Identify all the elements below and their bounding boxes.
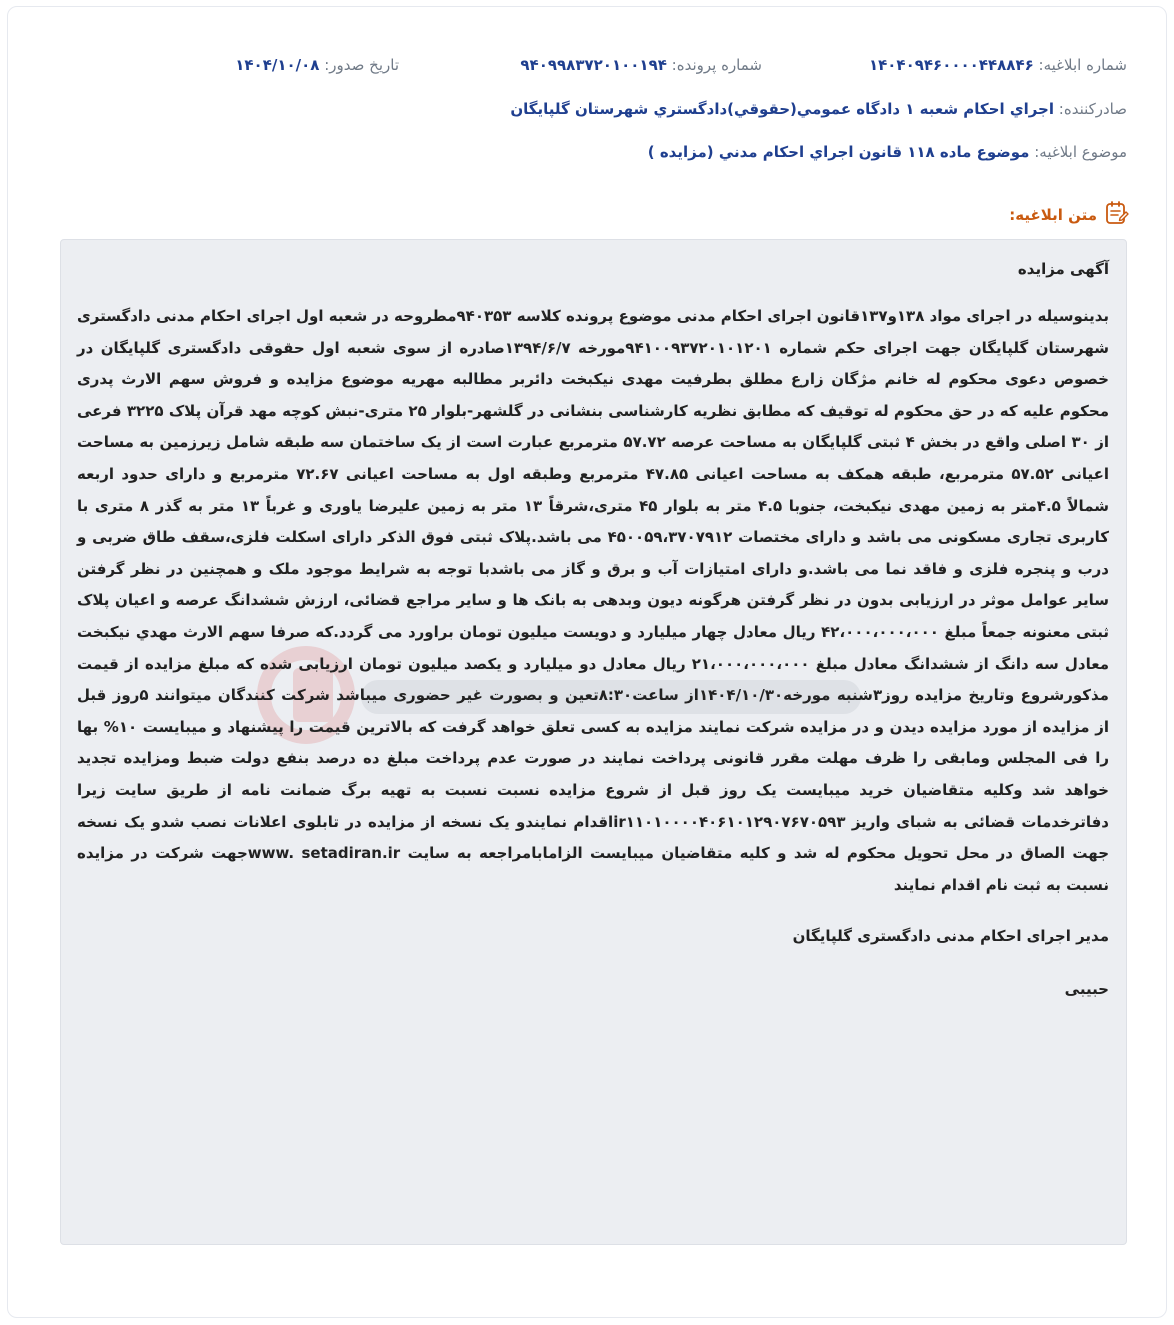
subject-label: موضوع ابلاغیه:	[1034, 143, 1127, 161]
file-number	[520, 56, 762, 74]
file-number-label: شماره پرونده:	[671, 56, 762, 74]
document-note-icon	[1103, 200, 1129, 230]
signature-title: مدیر اجرای احکام مدنی دادگستری گلپایگان	[792, 927, 1109, 945]
notice-meta-row	[47, 56, 1127, 82]
subject-line	[648, 143, 1127, 161]
notice-number-value: ۱۴۰۴۰۹۴۶۰۰۰۰۴۴۸۸۴۶	[868, 56, 1034, 74]
issue-date	[235, 56, 399, 74]
issuer-value: اجراي احکام شعبه ۱ دادگاه عمومي(حقوقي)دادگستري شهرستان گلپايگان	[510, 100, 1054, 118]
notice-number	[869, 56, 1127, 74]
notice-body-title-text: متن ابلاغیه:	[1009, 206, 1097, 224]
notice-body-title	[1009, 202, 1129, 228]
issuer-label: صادرکننده:	[1058, 100, 1127, 118]
notice-number-label: شماره ابلاغیه:	[1038, 56, 1127, 74]
signature-name: حبیبی	[1064, 980, 1109, 998]
notice-heading: آگهی مزایده	[1017, 260, 1109, 278]
notice-paragraph: بدینوسیله در اجرای مواد ۱۳۸و۱۳۷قانون اجرای احکام مدنی موضوع پرونده کلاسه ۹۴۰۳۵۳مطروحه در شعبه اول اجرای احکام مدنی دادگستری شهرستان گلپایگان جهت اجرای حکم شماره ۹۴۱۰۰۹۳۷۲۰۱۰۱۲۰۱مورخه ۱۳۹۴/۶/۷صادره از سوی شعبه اول حقوقی دادگستری گلپایگان در خصوص دعوی محکوم له خانم مژگان زارع مطلق بطرفیت مهدی نیکبخت دائربر مطالبه مهریه موضوع مزایده و فروش سهم الارث پدری محکوم علیه که در حق محکوم له توقیف که مطابق نظریه کارشناسی بنشانی در گلشهر-بلوار ۲۵ متری-نبش کوچه مهد قرآن پلاک ۳۲۲۵ فرعی از ۳۰ اصلی واقع در بخش ۴ ثبتی گلپایگان به مساحت عرصه ۵۷.۷۲ مترمربع عبارت است از یک ساختمان سه طبقه شامل زیرزمین به مساحت اعیانی ۵۷.۵۲ مترمربع، طبقه همکف به مساحت اعیانی ۴۷.۸۵ مترمربع وطبقه اول به مساحت اعیانی ۷۲.۶۷ مترمربع و دارای حدود اربعه شمالاً ۴.۵متر به زمین مهدی نیکبخت، جنوبا ۴.۵ متر به بلوار ۴۵ متری،شرقاً ۱۳ متر به زمین علیرضا یاوری و غرباً ۱۳ متر به گذر ۸ متری با کاربری تجاری مسکونی می باشد و دارای مختصات ۴۵۰۰۵۹،۳۷۰۷۹۱۲ می باشد.پلاک ثبتی فوق الذکر دارای اسکلت فلزی،سقف طاق ضربی و درب و پنجره فلزی و فاقد نما می باشد.و دارای امتیازات آب و برق و گاز می باشدبا توجه به شرایط موجود ملک و همچنین در نظر گرفتن سایر عوامل موثر در ارزیابی بدون در نظر گرفتن هرگونه دیون وبدهی به بانک ها و سایر مراجع قضائی، ارزش ششدانگ عرصه و اعیان پلاک ثبتی معنونه جمعاً مبلغ ۴۲،۰۰۰،۰۰۰،۰۰۰ ریال معادل چهار میلیارد و دویست میلیون تومان براورد می گردد.که صرفا سهم الارث مهدي نيكبخت معادل سه دانگ از ششدانگ معادل مبلغ ۲۱،۰۰۰،۰۰۰،۰۰۰ ریال معادل دو میلیارد و یکصد میلیون تومان ارزیابی شده که مبلغ مزایده از قیمت مذکورشروع وتاریخ مزایده روز۳شنبه مورخه۱۴۰۴/۱۰/۳۰از ساعت۸:۳۰تعین و بصورت غیر حضوری میباشد شرکت کنندگان میتوانند ۵روز قبل از مزایده از مورد مزایده دیدن و در مزایده شرکت نمایند مزایده به کسی تعلق خواهد گرفت که بالاترین قیمت را پیشنهاد و میبایست ۱۰% بها را فی المجلس ومابقی را ظرف مهلت مقرر قانونی پرداخت نمایند در صورت عدم پرداخت مبلغ ده درصد بنفع دولت ضبط ومزایده تجدید خواهد شد وکلیه متقاضیان خرید میبایست یک روز قبل از شروع مزایده نسبت نسبت به تهیه برگ ضمانت نامه از طریق سایت زیرا دفاترخدمات قضائی به شبای واریز ir۱۱۰۱۰۰۰۰۴۰۶۱۰۱۲۹۰۷۶۷۰۵۹۳اقدام نمایندو یک نسخه از مزایده در تابلوی اعلانات نصب شدو یک نسخه جهت الصاق در محل تحویل محکوم له شد و کلیه متقاضیان میبایست الزامابامراجعه به سایت www. setadiran.irجهت شرکت در مزایده نسبت به ثبت نام اقدام نمایند	[77, 307, 1110, 894]
file-number-value: ۹۴۰۹۹۸۳۷۲۰۱۰۰۱۹۴	[520, 56, 667, 74]
issuer-line	[510, 100, 1127, 118]
issue-date-label: تاریخ صدور:	[324, 56, 399, 74]
issue-date-value: ۱۴۰۴/۱۰/۰۸	[235, 56, 320, 74]
notice-body	[60, 239, 1127, 1245]
subject-value: موضوع ماده ۱۱۸ قانون اجراي احکام مدني (مزايده )	[647, 143, 1030, 161]
